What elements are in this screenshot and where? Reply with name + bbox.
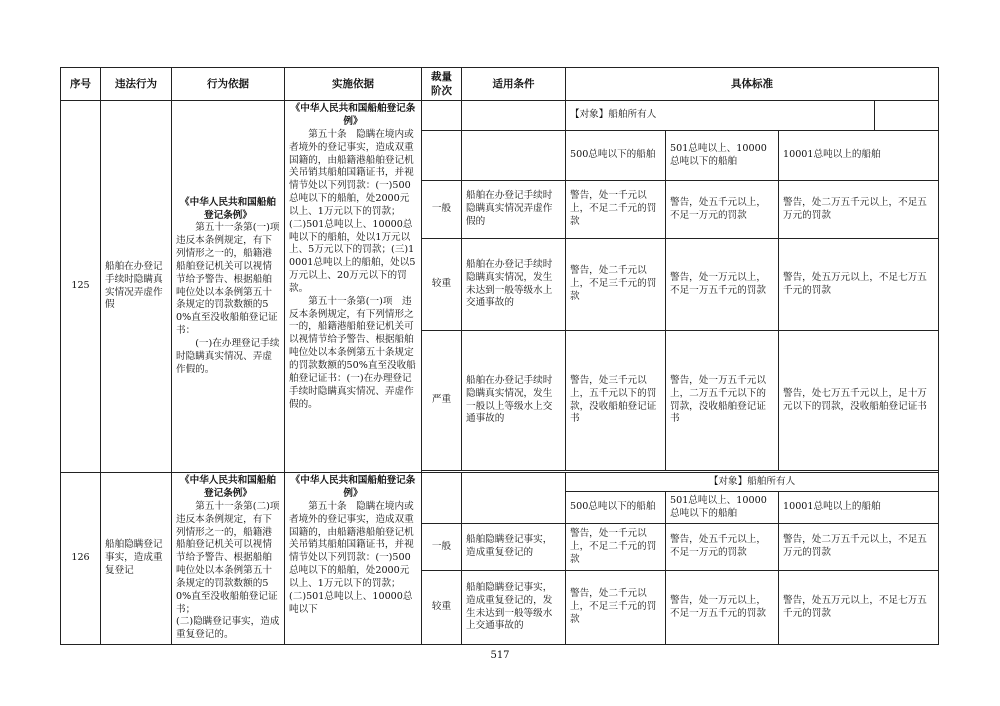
header-impl: 实施依据 bbox=[285, 68, 422, 101]
r125-std-2-large: 警告，处五万元以上，不足七万五千元的罚款 bbox=[779, 239, 939, 331]
r125-std-3-large: 警告，处七万五千元以上，足十万元以下的罚款，没收船舶登记证书 bbox=[779, 331, 939, 471]
r126-level-2: 较重 bbox=[422, 571, 462, 645]
r126-no: 126 bbox=[61, 473, 101, 645]
r126-cond-2: 船舶隐瞒登记事实，造成重复登记的，发生未达到一般等级水上交通事故的 bbox=[462, 571, 566, 645]
r126-basis-item: (二)隐瞒登记事实，造成重复登记的。 bbox=[176, 616, 280, 641]
r125-std-2-small: 警告，处二千元以上，不足三千元的罚款 bbox=[566, 239, 666, 331]
header-row bbox=[61, 68, 939, 101]
r126-std-2-large: 警告，处五万元以上，不足七万五千元的罚款 bbox=[779, 571, 939, 645]
header-cond: 适用条件 bbox=[462, 68, 566, 101]
r126-tonnage-medium: 501总吨以上、10000总吨以下的船舶 bbox=[666, 492, 779, 524]
r125-impl-title: 《中华人民共和国船舶登记条例》 bbox=[290, 103, 416, 127]
r125-impl bbox=[285, 101, 422, 473]
r125-impl-p2: 第五十一条第(一)项 违反本条例规定，有下列情形之一的，船籍港船舶登记机关可以视情节给予警告、根据船舶吨位处以本条例第五十条规定的罚款数额的50%直至没收船舶登记证书：(一)在办理登记手续时隐瞒真实情况、弄虚作假的。 bbox=[289, 295, 416, 410]
header-level: 裁量阶次 bbox=[422, 68, 462, 101]
r125-target-row bbox=[61, 101, 939, 131]
r126-level-1: 一般 bbox=[422, 524, 462, 571]
r125-basis-title: 《中华人民共和国船舶登记条例》 bbox=[180, 196, 276, 221]
r125-std-2-medium: 警告，处一万元以上，不足一万五千元的罚款 bbox=[666, 239, 779, 331]
r125-std-1-small: 警告，处一千元以上，不足二千元的罚款 bbox=[566, 181, 666, 239]
r125-tonnage-small: 500总吨以下的船舶 bbox=[566, 131, 666, 181]
r125-basis-body: 第五十一条第(一)项 违反本条例规定，有下列情形之一的，船籍港船舶登记机关可以视情节给予警告、根据船舶吨位处以本条例第五十条规定的罚款数额的50%直至没收船舶登记证书： bbox=[176, 222, 290, 337]
r126-std-1-small: 警告，处一千元以上，不足二千元的罚款 bbox=[566, 524, 666, 571]
r125-std-1-large: 警告，处二万五千元以上，不足五万元的罚款 bbox=[779, 181, 939, 239]
r125-cond-1: 船舶在办登记手续时隐瞒真实情况弄虚作假的 bbox=[462, 181, 566, 239]
r125-std-1-medium: 警告，处五千元以上，不足一万元的罚款 bbox=[666, 181, 779, 239]
r126-std-1-large: 警告，处二万五千元以上，不足五万元的罚款 bbox=[779, 524, 939, 571]
r126-std-2-medium: 警告，处一万元以上，不足一万五千元的罚款 bbox=[666, 571, 779, 645]
r125-std-3-medium: 警告，处一万五千元以上，二万五千元以下的罚款，没收船舶登记证书 bbox=[666, 331, 779, 471]
r125-no: 125 bbox=[61, 101, 101, 473]
header-std: 具体标准 bbox=[566, 68, 939, 101]
r126-target-row bbox=[61, 473, 939, 492]
r126-std-2-small: 警告，处二千元以上，不足三千元的罚款 bbox=[566, 571, 666, 645]
r126-basis-body: 第五十一条第(二)项 违反本条例规定，有下列情形之一的，船籍港船舶登记机关可以视情节给予警告、根据船舶吨位处以本条例第五十条规定的罚款数额的50%直至没收船舶登记证书； bbox=[176, 500, 290, 615]
r125-act: 船舶在办登记手续时隐瞒真实情况弄虚作假 bbox=[101, 101, 172, 473]
r125-cond-2: 船舶在办登记手续时隐瞒真实情况，发生未达到一般等级水上交通事故的 bbox=[462, 239, 566, 331]
r125-std-3-small: 警告，处三千元以上，五千元以下的罚款，没收船舶登记证书 bbox=[566, 331, 666, 471]
regulation-table bbox=[60, 67, 939, 645]
r126-std-1-medium: 警告，处五千元以上，不足一万元的罚款 bbox=[666, 524, 779, 571]
r125-tonnage-medium: 501总吨以上、10000总吨以下的船舶 bbox=[666, 131, 779, 181]
r125-target: 【对象】船舶所有人 bbox=[566, 101, 875, 131]
page-number: 517 bbox=[490, 650, 510, 661]
header-basis: 行为依据 bbox=[172, 68, 285, 101]
r125-tonnage-large: 10001总吨以上的船舶 bbox=[779, 131, 939, 181]
r125-level-1: 一般 bbox=[422, 181, 462, 239]
r125-level-3: 严重 bbox=[422, 331, 462, 471]
r126-impl-title: 《中华人民共和国船舶登记条例》 bbox=[290, 475, 416, 499]
r126-basis bbox=[172, 473, 290, 645]
r126-tonnage-large: 10001总吨以上的船舶 bbox=[779, 492, 939, 524]
r125-basis bbox=[172, 101, 290, 473]
header-act: 违法行为 bbox=[101, 68, 172, 101]
r126-cond-1: 船舶隐瞒登记事实，造成重复登记的 bbox=[462, 524, 566, 571]
r126-act: 船舶隐瞒登记事实，造成重复登记 bbox=[101, 473, 172, 645]
r126-target: 【对象】船舶所有人 bbox=[566, 473, 939, 492]
r125-level-2: 较重 bbox=[422, 239, 462, 331]
r126-impl-p1: 第五十条 隐瞒在境内或者境外的登记事实，造成双重国籍的，由船籍港船舶登记机关吊销其船舶国籍证书，并视情节处以下列罚款：(一)500总吨以下的船舶，处2000元以上、1万元以下的罚款；(二)501总吨以上、10000总吨以下 bbox=[289, 500, 414, 615]
r126-tonnage-small: 500总吨以下的船舶 bbox=[566, 492, 666, 524]
r126-impl bbox=[285, 473, 422, 645]
r125-basis-item: (一)在办理登记手续时隐瞒真实情况、弄虚作假的。 bbox=[176, 338, 280, 375]
r126-basis-title: 《中华人民共和国船舶登记条例》 bbox=[180, 475, 276, 499]
r125-cond-3: 船舶在办登记手续时隐瞒真实情况，发生一般以上等级水上交通事故的 bbox=[462, 331, 566, 471]
header-no: 序号 bbox=[61, 68, 101, 101]
r125-impl-p1: 第五十条 隐瞒在境内或者境外的登记事实，造成双重国籍的，由船籍港船舶登记机关吊销其船舶国籍证书，并视情节处以下列罚款：(一)500总吨以下的船舶，处2000元以上、1万元以下的罚款；(二)501总吨以上、10000总吨以下的船舶，处以1万元以上、5万元以下的罚款；(三)10001总吨以上的船舶，处以5万元以上、20万元以下的罚款。 bbox=[289, 128, 416, 294]
